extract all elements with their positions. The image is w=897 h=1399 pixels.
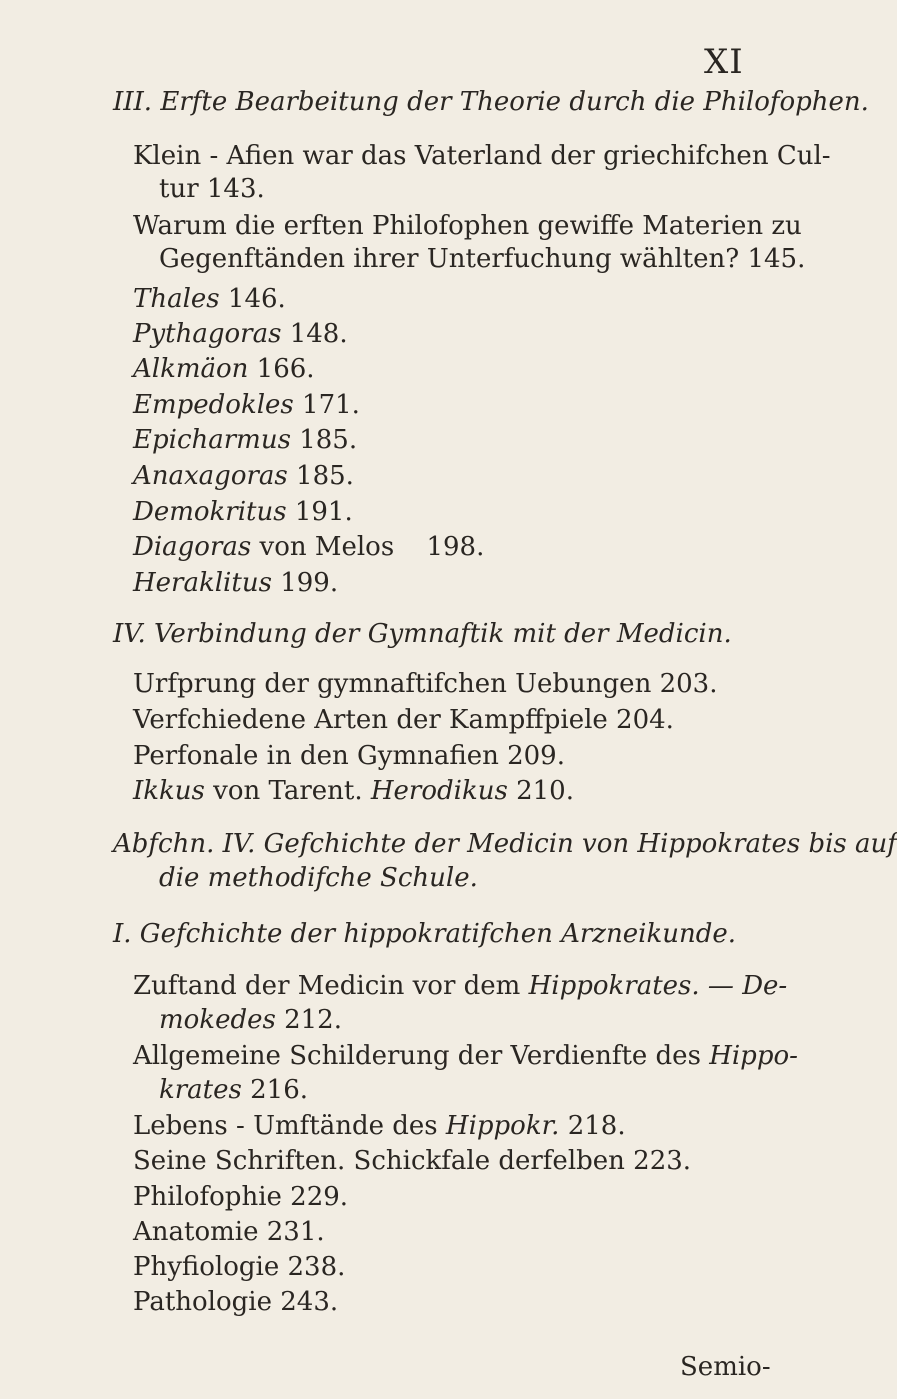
- toc-line: Urfprung der gymnaftifchen Uebungen 203.: [133, 669, 718, 699]
- page-ref: 198.: [426, 532, 485, 562]
- entry-text: Zuftand der Medicin vor dem: [133, 971, 529, 1001]
- toc-line: [133, 1040, 798, 1072]
- page-ref: 218.: [559, 1111, 626, 1141]
- toc-line: [133, 970, 787, 1002]
- page-ref: 191.: [294, 497, 353, 527]
- person-name: krates: [159, 1075, 242, 1105]
- person-name: mokedes: [159, 1005, 276, 1035]
- entry-text: von Melos: [259, 532, 395, 562]
- toc-entry: [133, 424, 357, 456]
- section-3-heading: III. Erfte Bearbeitung der Theorie durch die Philofophen.: [113, 87, 869, 117]
- page-ref: 185.: [296, 461, 354, 491]
- page-ref: 148.: [289, 319, 348, 349]
- abschnitt-heading-cont: die methodifche Schule.: [159, 863, 478, 893]
- section-1-heading: I. Gefchichte der hippokratifchen Arzneikunde.: [113, 919, 736, 949]
- abschnitt-heading: Abfchn. IV. Gefchichte der Medicin von Hippokrates bis auf: [113, 829, 897, 859]
- catchword: Semio-: [680, 1352, 771, 1382]
- toc-line: Phyfiologie 238.: [133, 1252, 346, 1282]
- philosopher-name: Anaxagoras: [133, 461, 288, 491]
- philosopher-name: Empedokles: [133, 390, 294, 420]
- toc-entry: [133, 531, 484, 563]
- philosopher-name: Alkmäon: [133, 354, 249, 384]
- toc-entry: [133, 353, 315, 385]
- toc-line: Anatomie 231.: [133, 1217, 325, 1247]
- entry-text: Allgemeine Schilderung der Verdienfte des: [133, 1041, 710, 1071]
- toc-line: [159, 1074, 308, 1106]
- toc-entry: [133, 775, 574, 807]
- person-name: Hippokr.: [445, 1111, 560, 1141]
- page-ref: 212.: [275, 1005, 342, 1035]
- toc-line: Seine Schriften. Schickfale derfelben 223.: [133, 1146, 692, 1176]
- page-ref: 216.: [241, 1075, 309, 1105]
- entry-text: Lebens - Umftände des: [133, 1111, 446, 1141]
- toc-line: Klein - Afien war das Vaterland der griechifchen Cul-: [133, 141, 831, 171]
- philosopher-name: Thales: [133, 284, 220, 314]
- page-ref: 185.: [299, 425, 358, 455]
- page-ref: 166.: [256, 354, 315, 384]
- page-ref: 199.: [280, 568, 339, 598]
- philosopher-name: Diagoras: [133, 532, 252, 562]
- toc-entry: [133, 283, 286, 315]
- philosopher-name: Epicharmus: [133, 425, 291, 455]
- page-number: XI: [704, 42, 744, 82]
- toc-line: Gegenftänden ihrer Unterfuchung wählten? 145.: [159, 244, 806, 274]
- toc-entry: [133, 318, 348, 350]
- person-name: Ikkus: [133, 776, 205, 806]
- toc-entry: [133, 389, 360, 421]
- toc-line: [159, 1004, 342, 1036]
- toc-line: Warum die erften Philofophen gewiffe Materien zu: [133, 211, 802, 241]
- page-ref: 171.: [302, 390, 360, 420]
- toc-line: [133, 1110, 626, 1142]
- toc-line: Perfonale in den Gymnafien 209.: [133, 741, 565, 771]
- toc-line: Pathologie 243.: [133, 1287, 339, 1317]
- philosopher-name: Demokritus: [133, 497, 287, 527]
- page-ref: 146.: [227, 284, 286, 314]
- person-name: Herodikus: [370, 776, 508, 806]
- section-4-heading: IV. Verbindung der Gymnaftik mit der Medicin.: [113, 619, 732, 649]
- person-name: Hippokrates. — De-: [528, 971, 788, 1001]
- toc-entry: [133, 496, 353, 528]
- entry-text: von Tarent.: [213, 776, 363, 806]
- philosopher-name: Heraklitus: [133, 568, 272, 598]
- philosopher-name: Pythagoras: [133, 319, 282, 349]
- page-ref: 210.: [516, 776, 574, 806]
- toc-entry: [133, 460, 354, 492]
- toc-line: tur 143.: [159, 174, 265, 204]
- toc-entry: [133, 567, 338, 599]
- toc-line: Philofophie 229.: [133, 1182, 349, 1212]
- toc-line: Verfchiedene Arten der Kampffpiele 204.: [133, 705, 674, 735]
- person-name: Hippo-: [709, 1041, 798, 1071]
